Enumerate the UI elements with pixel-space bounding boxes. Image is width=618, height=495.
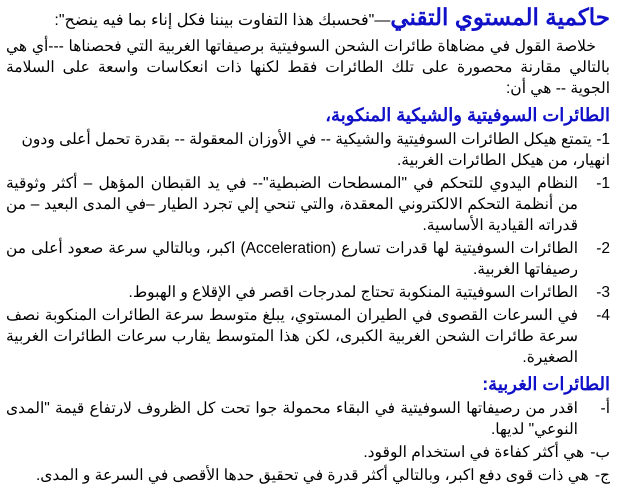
item-number: ج-: [594, 467, 610, 484]
item-number: أ-: [600, 400, 610, 417]
title-quote: —"فحسبك هذا التفاوت بيننا فكل إناء بما فيه ينضح":: [54, 12, 391, 29]
item-number: 1-: [596, 131, 610, 148]
list-item: [6, 129, 610, 171]
item-text: هي ذات قوى دفع اكبر، وبالتالي أكثر قدرة في تحقيق حدها الأقصى في السرعة و المدى.: [35, 467, 589, 484]
title-line: [6, 2, 610, 36]
item-number: ب-: [590, 444, 610, 461]
list-item: [6, 398, 610, 440]
item-number: 2-: [596, 240, 610, 257]
item-number: 4-: [596, 307, 610, 324]
item-number: 3-: [596, 284, 610, 301]
item-text: اقدر من رصيفاتها السوفيتية في البقاء محمولة جوا تحت كل الظروف لارتفاع قيمة "المدى النوعي" لديها.: [6, 400, 578, 438]
list-item: [6, 282, 610, 303]
section-heading-soviet: الطائرات السوفيتية والشيكية المنكوبة،: [325, 105, 610, 125]
list-item: [6, 238, 610, 280]
item-text: يتمتع هيكل الطائرات السوفيتية والشيكية -- في الأوزان المعقولة -- بقدرة تحمل أعلى ودون انهيار، من هيكل الطائرات الغربية.: [21, 131, 610, 169]
section-heading-western: الطائرات الغربية:: [482, 374, 610, 394]
list-item: [6, 465, 610, 486]
item-text: هي أكثر كفاءة في استخدام الوقود.: [363, 444, 585, 461]
item-text: الطائرات السوفيتية المنكوبة تحتاج لمدرجات اقصر في الإقلاع و الهبوط.: [128, 284, 578, 301]
list-item: [6, 305, 610, 368]
item-number: 1-: [596, 175, 610, 192]
list-item: [6, 173, 610, 236]
item-text: في السرعات القصوى في الطيران المستوي، يبلغ متوسط سرعة الطائرات المنكوبة نصف سرعة طائرات الشحن الغربية الكبرى، لكن هذا المتوسط يقارب سرعات الطائرات الغربية الصغيرة.: [6, 307, 578, 366]
document-title: حاكمية المستوي التقني: [390, 4, 610, 30]
item-text: الطائرات السوفيتية لها قدرات تسارع (Acceleration) اكبر، وبالتالي سرعة صعود أعلى من رصيفاتها الغربية.: [6, 240, 578, 278]
item-text: النظام اليدوي للتحكم في "المسطحات الضبطية"-- في يد القبطان المؤهل – أكثر وثوقية من أنظمة التحكم الالكتروني المعقدة، والتي تنحي إلي تجرد الطيار –في المدى البعيد – من قدراته القيادية الأساسية.: [6, 175, 578, 234]
intro-paragraph: خلاصة القول في مضاهاة طائرات الشحن السوفيتية برصيفاتها الغربية التي فحصناها ---أي هي بالتالي مقارنة محصورة على تلك الطائرات فقط لكنها ذات انعكاسات واسعة على السلامة الجوية -- هي أن:: [6, 38, 610, 97]
list-item: [6, 442, 610, 463]
